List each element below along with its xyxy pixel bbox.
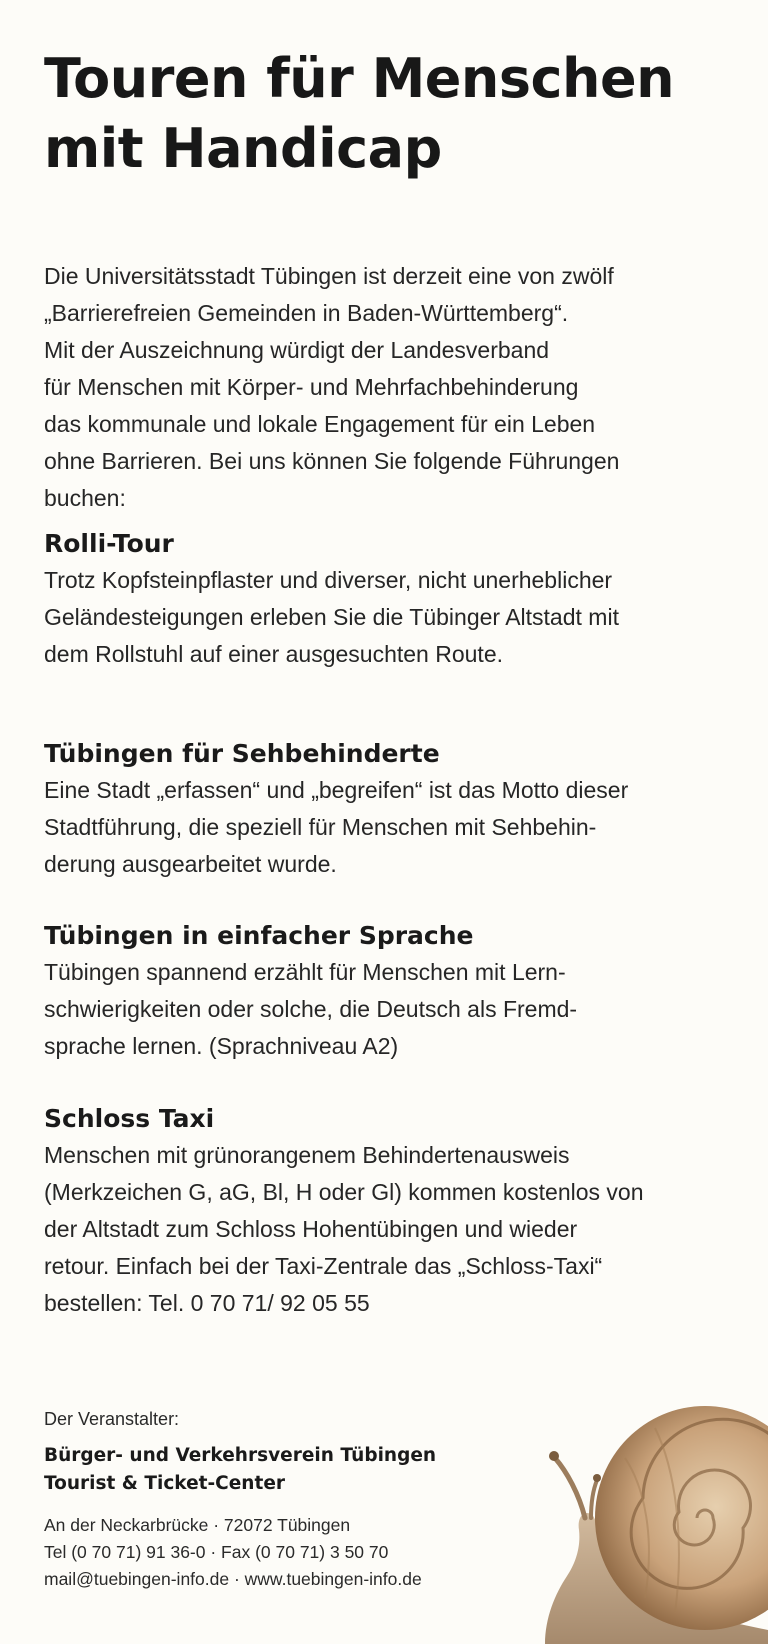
section-line: (Merkzeichen G, aG, Bl, H oder Gl) kommen kostenlos von bbox=[44, 1179, 644, 1205]
section-text bbox=[44, 772, 744, 883]
section-sehbehinderte bbox=[44, 736, 744, 883]
intro-line: das kommunale und lokale Engagement für ein Leben bbox=[44, 411, 596, 437]
section-line: Tübingen spannend erzählt für Menschen mit Lern- bbox=[44, 959, 566, 985]
section-line: derung ausgearbeitet wurde. bbox=[44, 851, 337, 877]
organizer-name-line: Tourist & Ticket-Center bbox=[44, 1473, 285, 1494]
organizer-address: An der Neckarbrücke · 72072 Tübingen bbox=[44, 1515, 351, 1535]
organizer-block bbox=[44, 1406, 564, 1593]
section-text bbox=[44, 1137, 744, 1322]
snail-tentacle bbox=[555, 1458, 585, 1518]
intro-line: buchen: bbox=[44, 485, 126, 511]
snail-eye bbox=[549, 1451, 559, 1461]
intro-line: Mit der Auszeichnung würdigt der Landesverband bbox=[44, 337, 550, 363]
section-line: Eine Stadt „erfassen“ und „begreifen“ ist das Motto dieser bbox=[44, 777, 629, 803]
section-line: Stadtführung, die speziell für Menschen mit Sehbehin- bbox=[44, 814, 597, 840]
section-heading: Schloss Taxi bbox=[44, 1104, 215, 1133]
section-schloss-taxi bbox=[44, 1101, 744, 1322]
section-line: Trotz Kopfsteinpflaster und diverser, nicht unerheblicher bbox=[44, 567, 613, 593]
title-line: Touren für Menschen bbox=[44, 47, 675, 110]
section-heading: Tübingen in einfacher Sprache bbox=[44, 921, 474, 950]
section-heading: Tübingen für Sehbehinderte bbox=[44, 739, 440, 768]
section-einfache-sprache bbox=[44, 918, 744, 1065]
section-line: schwierigkeiten oder solche, die Deutsch als Fremd- bbox=[44, 996, 578, 1022]
snail-illustration-icon bbox=[505, 1398, 768, 1644]
section-text bbox=[44, 562, 744, 673]
intro-line: ohne Barrieren. Bei uns können Sie folgende Führungen bbox=[44, 448, 620, 474]
section-line: der Altstadt zum Schloss Hohentübingen und wieder bbox=[44, 1216, 578, 1242]
section-rolli-tour bbox=[44, 526, 744, 673]
organizer-name-line: Bürger- und Verkehrsverein Tübingen bbox=[44, 1445, 437, 1466]
page-title bbox=[44, 44, 674, 184]
intro-line: „Barrierefreien Gemeinden in Baden-Württemberg“. bbox=[44, 300, 569, 326]
title-line: mit Handicap bbox=[44, 117, 442, 180]
section-line: bestellen: Tel. 0 70 71/ 92 05 55 bbox=[44, 1290, 370, 1316]
organizer-name bbox=[44, 1442, 564, 1498]
organizer-contact bbox=[44, 1512, 564, 1593]
snail-eye bbox=[593, 1474, 601, 1482]
section-heading: Rolli-Tour bbox=[44, 529, 174, 558]
intro-line: Die Universitätsstadt Tübingen ist derzeit eine von zwölf bbox=[44, 263, 614, 289]
intro-line: für Menschen mit Körper- und Mehrfachbehinderung bbox=[44, 374, 579, 400]
organizer-web: mail@tuebingen-info.de · www.tuebingen-info.de bbox=[44, 1569, 422, 1589]
section-line: Geländesteigungen erleben Sie die Tübinger Altstadt mit bbox=[44, 604, 619, 630]
organizer-phone: Tel (0 70 71) 91 36-0 · Fax (0 70 71) 3 50 70 bbox=[44, 1542, 389, 1562]
section-text bbox=[44, 954, 744, 1065]
section-line: sprache lernen. (Sprachniveau A2) bbox=[44, 1033, 399, 1059]
section-line: dem Rollstuhl auf einer ausgesuchten Route. bbox=[44, 641, 504, 667]
intro-paragraph bbox=[44, 258, 744, 517]
section-line: Menschen mit grünorangenem Behindertenausweis bbox=[44, 1142, 570, 1168]
section-line: retour. Einfach bei der Taxi-Zentrale das „Schloss-Taxi“ bbox=[44, 1253, 603, 1279]
organizer-label: Der Veranstalter: bbox=[44, 1409, 180, 1429]
